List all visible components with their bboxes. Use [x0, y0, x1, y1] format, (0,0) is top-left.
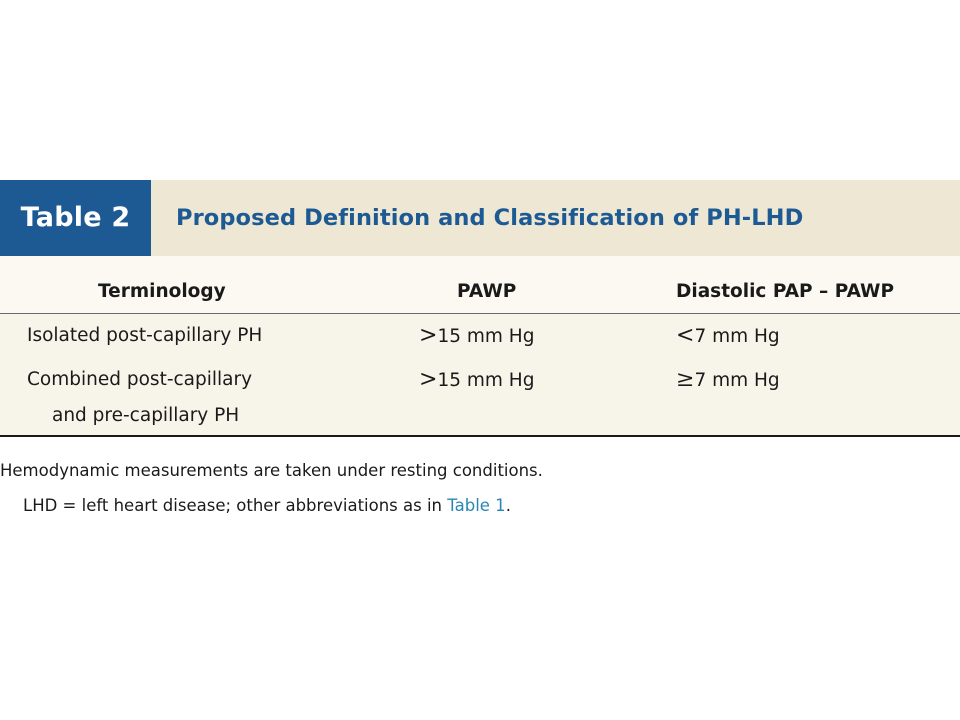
row-1-terminology: Isolated post-capillary PH	[27, 325, 263, 346]
table-number-label: Table 2	[0, 180, 151, 256]
table-1-link[interactable]: Table 1	[447, 496, 506, 515]
row-1-pawp	[419, 324, 534, 349]
row-2-gradient-value: 7 mm Hg	[694, 370, 780, 391]
footnote-abbreviations-period: .	[505, 496, 511, 515]
footnote-abbreviations	[23, 495, 511, 517]
row-1-gradient-value: 7 mm Hg	[694, 326, 780, 347]
column-header-diastolic-gradient: Diastolic PAP – PAWP	[676, 281, 895, 302]
column-header-terminology: Terminology	[98, 281, 226, 302]
row-2-gradient	[676, 368, 780, 393]
row-2-pawp-value: 15 mm Hg	[437, 370, 535, 391]
table-title: Proposed Definition and Classification of PH-LHD	[176, 205, 804, 231]
row-2-terminology-line-1: Combined post-capillary	[27, 369, 253, 390]
row-1-gradient-relation: <	[676, 323, 695, 348]
row-2-gradient-relation: ≥	[676, 367, 695, 392]
table-bottom-rule	[0, 435, 960, 437]
footnote-abbreviations-text: LHD = left heart disease; other abbreviations as in	[23, 496, 448, 515]
row-2-pawp-relation: >	[419, 367, 438, 392]
row-2-terminology-line-2: and pre-capillary PH	[52, 405, 240, 426]
row-1-pawp-relation: >	[419, 323, 438, 348]
row-1-gradient	[676, 324, 780, 349]
row-1-pawp-value: 15 mm Hg	[437, 326, 535, 347]
footnote-conditions: Hemodynamic measurements are taken under resting conditions.	[0, 461, 543, 480]
column-header-pawp: PAWP	[457, 281, 517, 302]
row-2-pawp	[419, 368, 534, 393]
table-header	[0, 180, 960, 256]
